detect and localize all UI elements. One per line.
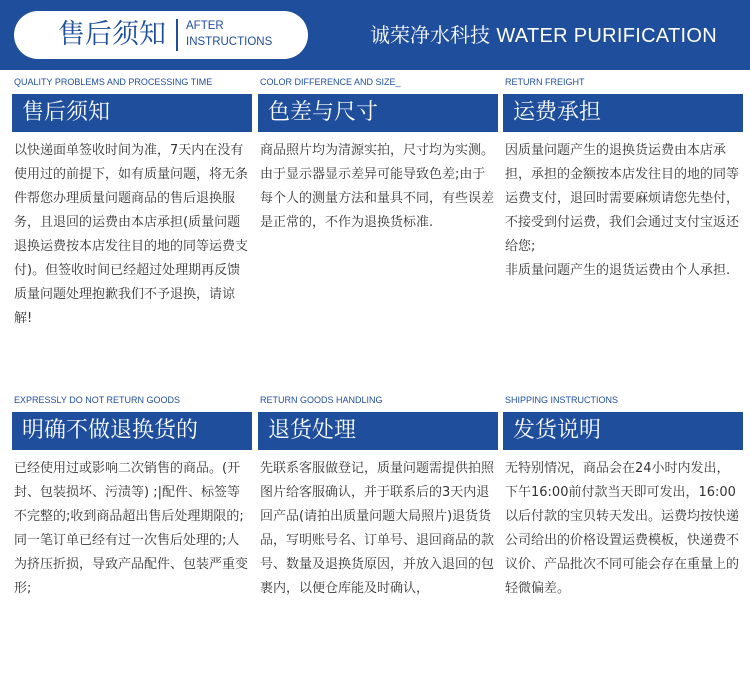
section-paragraph: 因质量问题产生的退换货运费由本店承担，承担的金额按本店发往目的地的同等运费支付，退回时需要麻烦请您先垫付，不接受到付运费，我们会通过支付宝返还给您; (505, 143, 740, 254)
section-en-heading: COLOR DIFFERENCE AND SIZE_ (260, 77, 401, 87)
section-en-heading: RETURN FREIGHT (505, 77, 585, 87)
section-no-return (12, 393, 252, 601)
section-en-heading: EXPRESSLY DO NOT RETURN GOODS (14, 395, 181, 405)
section-body (258, 457, 498, 601)
section-body (503, 139, 743, 283)
header-title-en-line2: INSTRUCTIONS (186, 36, 273, 48)
section-body (12, 457, 252, 601)
section-paragraph: 无特别情况，商品会在24小时内发出，下午16:00前付款当天即可发出，16:00以后付款的宝贝转天发出。运费均按快递公司给出的价格设置运费模板，快递费不议价、产品批次不同可能会存在重量上的轻微偏差。 (505, 461, 740, 596)
section-paragraph: 非质量问题产生的退货运费由个人承担. (505, 263, 731, 278)
section-body (12, 139, 252, 331)
section-en-heading: RETURN GOODS HANDLING (260, 395, 383, 405)
header-title-divider (176, 19, 178, 51)
brand-name-en: WATER PURIFICATION (496, 25, 717, 47)
section-paragraph: 以快递面单签收时间为准，7天内在没有使用过的前提下，如有质量问题，将无条件帮您办理质量问题商品的售后退换服务，且退回的运费由本店承担(质量问题退换运费按本店发往目的地的同等运费支付)。但签收时间已经超过处理期再反馈质量问题处理抱歉我们不予退换，请谅解! (14, 143, 249, 326)
section-quality-problems (12, 75, 252, 331)
section-shipping (503, 393, 743, 601)
section-paragraph: 先联系客服做登记，质量问题需提供拍照图片给客服确认，并于联系后的3天内退回产品(请拍出质量问题大局照片)退货货品，写明账号名、订单号、退回商品的款号、数量及退换货原因，并放入退回的包裹内，以便仓库能及时确认， (260, 461, 495, 596)
header-title-en-line1: AFTER (186, 20, 224, 32)
section-title: 退货处理 (258, 412, 498, 450)
section-title: 明确不做退换货的 (12, 412, 252, 450)
section-color-size (258, 75, 498, 235)
brand-name (370, 22, 717, 49)
header-title-pill (14, 11, 308, 59)
section-paragraph: 商品照片均为清源实拍，尺寸均为实测。由于显示器显示差异可能导致色差;由于每个人的测量方法和量具不同，有些误差是正常的，不作为退换货标准. (260, 143, 495, 230)
section-return-handling (258, 393, 498, 601)
section-en-heading: QUALITY PROBLEMS AND PROCESSING TIME (14, 77, 213, 87)
section-title: 发货说明 (503, 412, 743, 450)
section-paragraph: 已经使用过或影响二次销售的商品。(开封、包装损坏、污渍等) ;|配件、标签等不完整的;收到商品超出售后处理期限的;同一笔订单已经有过一次售后处理的;人为挤压折损，导致产品配件、包装严重变形; (14, 461, 249, 596)
section-title: 售后须知 (12, 94, 252, 132)
brand-name-cn: 诚荣净水科技 (370, 23, 490, 47)
header-title-en (186, 18, 272, 50)
section-body (503, 457, 743, 601)
section-return-freight (503, 75, 743, 283)
section-en-heading: SHIPPING INSTRUCTIONS (505, 395, 619, 405)
header-title-cn: 售后须知 (58, 19, 166, 50)
section-body (258, 139, 498, 235)
section-title: 色差与尺寸 (258, 94, 498, 132)
section-title: 运费承担 (503, 94, 743, 132)
header-banner (0, 0, 750, 70)
